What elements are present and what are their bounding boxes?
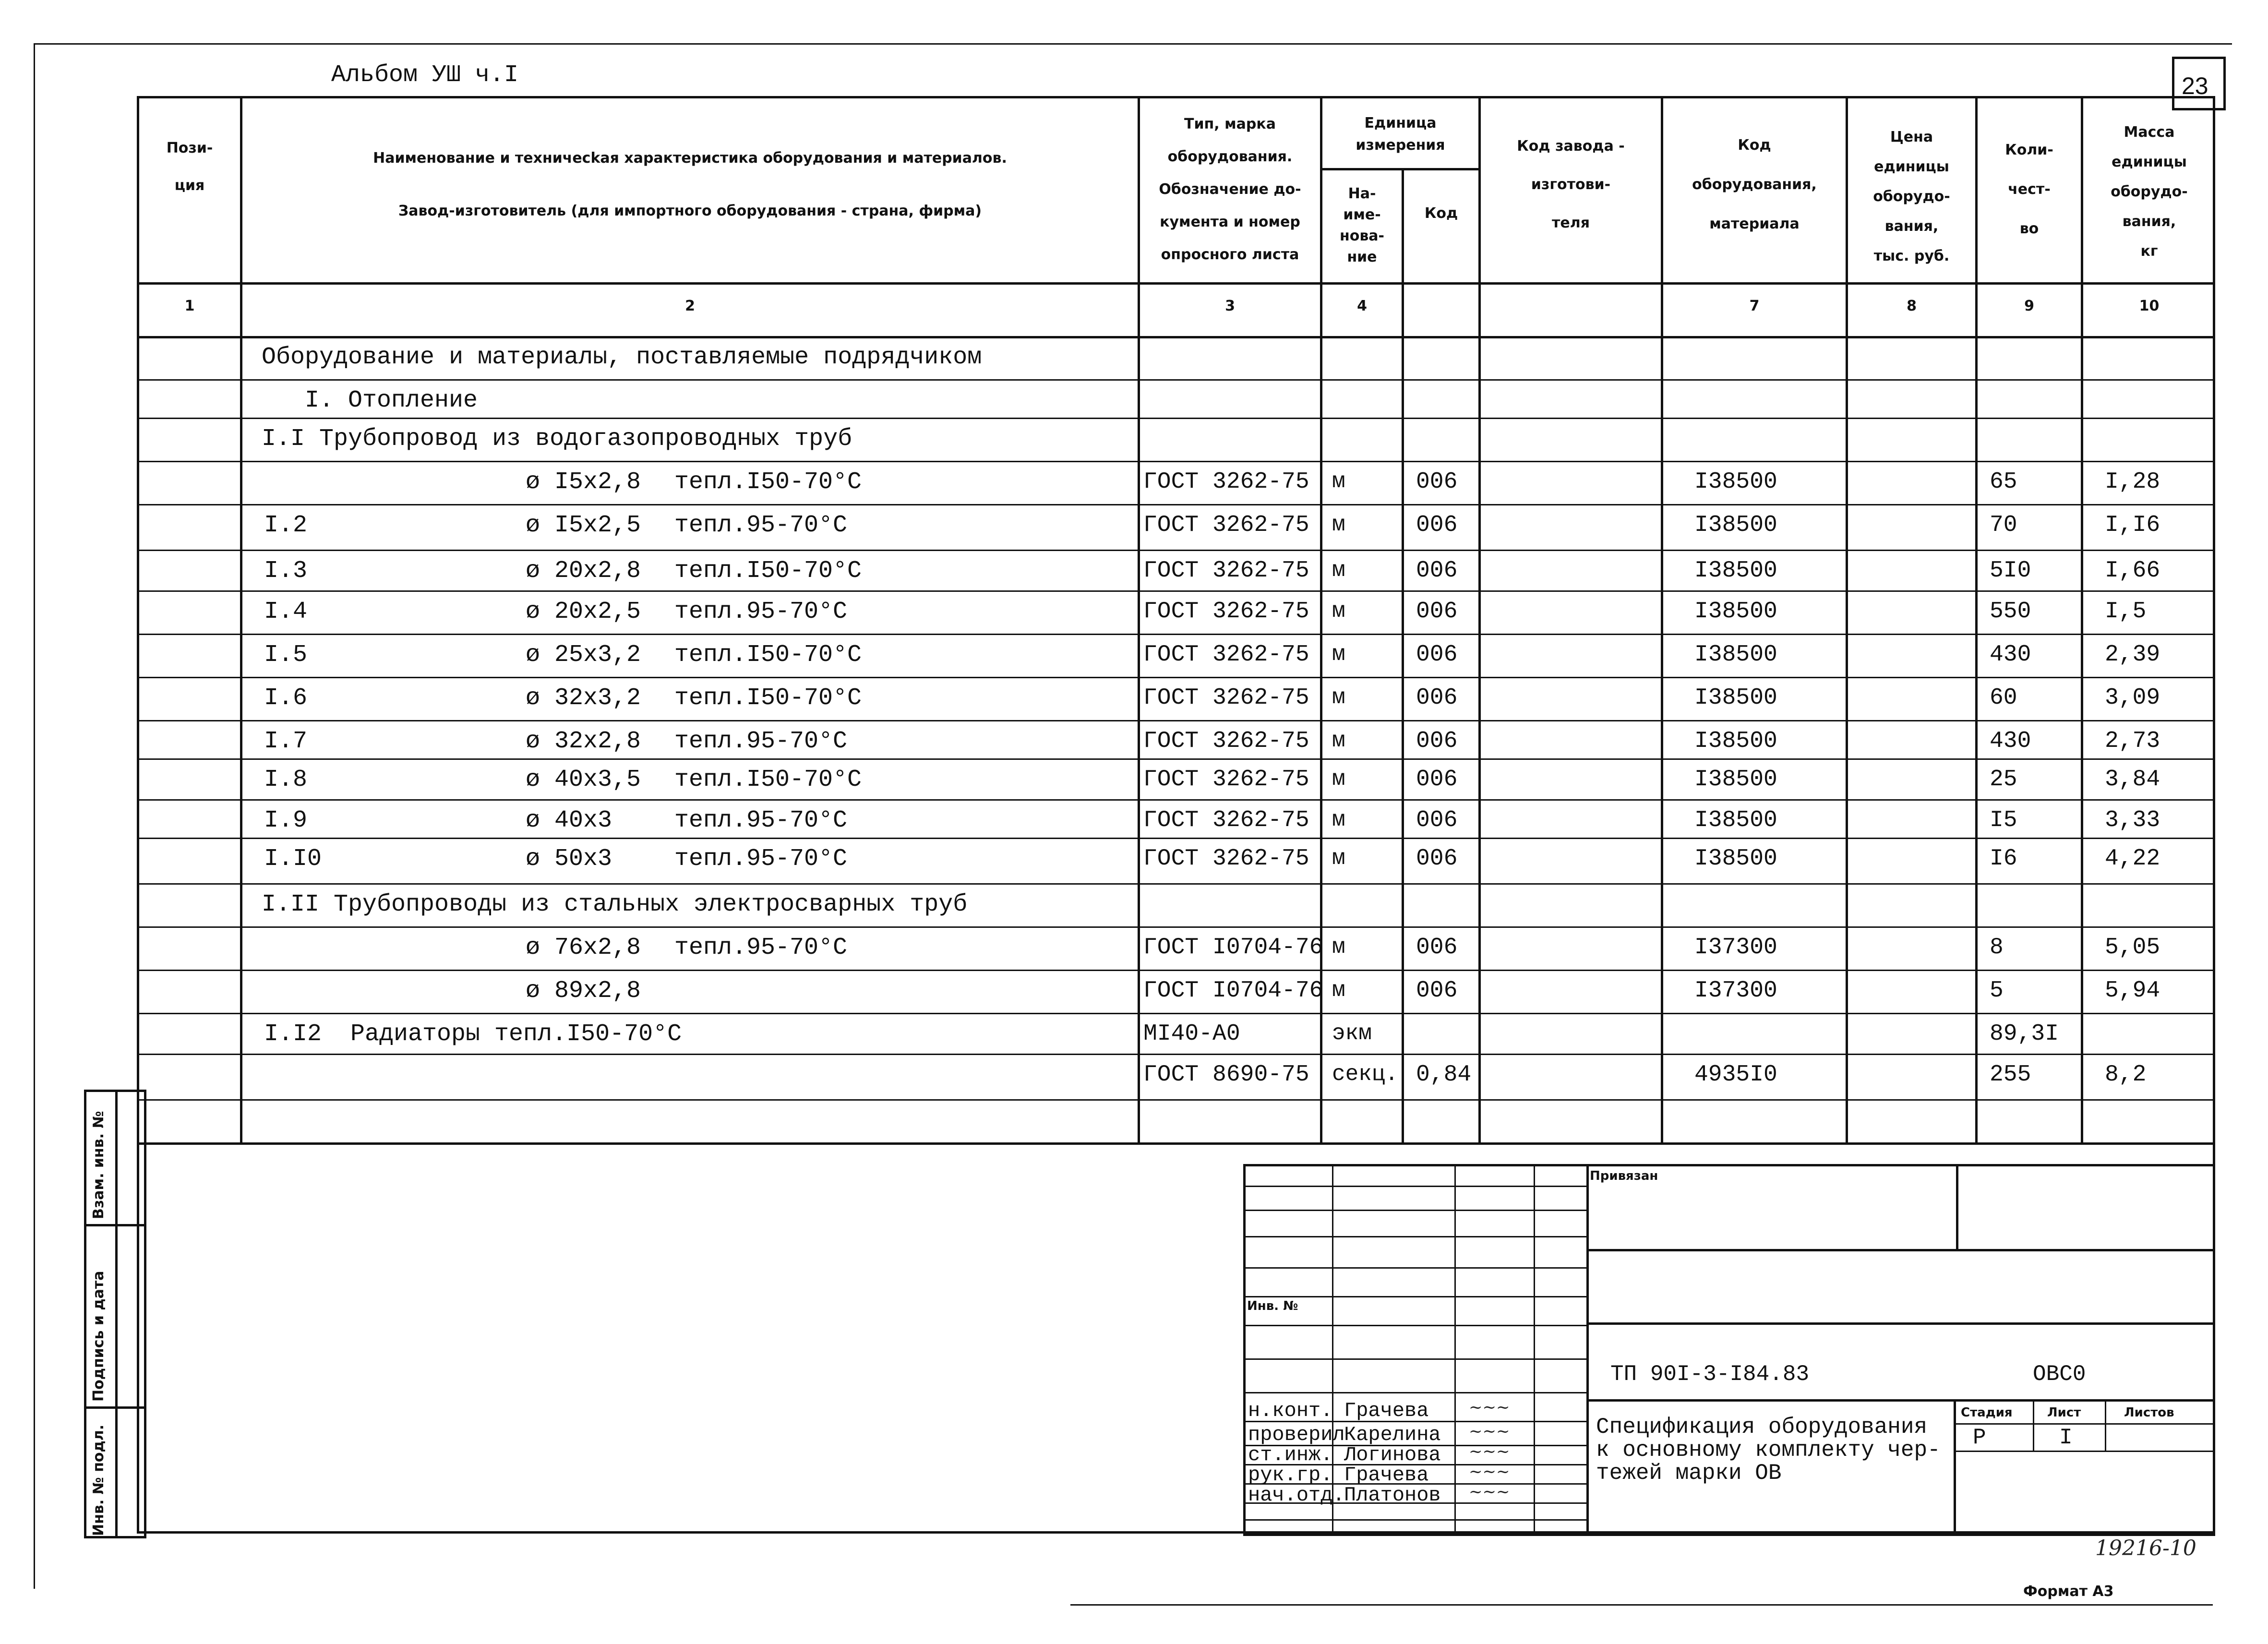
colnum-2: 2 xyxy=(685,298,695,314)
row-code: 006 xyxy=(1416,512,1458,538)
row-unit: экм xyxy=(1332,1021,1372,1046)
format-label: Формат А3 xyxy=(2023,1583,2114,1600)
side-label-podpis: Подпись и дата xyxy=(90,1271,107,1402)
outer-frame-left xyxy=(34,43,35,1589)
row-diameter: ø 40x3 xyxy=(526,807,612,834)
row-line xyxy=(137,720,2215,721)
row-unit: м xyxy=(1332,558,1345,583)
row-pos: I.2 xyxy=(264,512,308,539)
tb-col xyxy=(1534,1164,1535,1536)
header-maker-code: Код завода - изготови- теля xyxy=(1517,138,1625,231)
row-unit: м xyxy=(1332,767,1345,792)
row-qty: 70 xyxy=(1990,512,2017,538)
row-line xyxy=(137,1099,2215,1101)
tb-row-line xyxy=(1243,1325,1586,1326)
archive-number: 19216-10 xyxy=(2095,1536,2196,1560)
row-code: 006 xyxy=(1416,642,1458,668)
row-qty: 550 xyxy=(1990,599,2031,624)
header-qty: Коли- чест- во xyxy=(2005,142,2053,237)
row-qty: 89,3I xyxy=(1990,1021,2059,1047)
row-line xyxy=(137,379,2215,381)
row-line xyxy=(137,461,2215,462)
row-equip-code: I38500 xyxy=(1694,846,1777,872)
row-qty: 65 xyxy=(1990,469,2017,495)
row-spec: тепл.95-70°С xyxy=(674,598,848,625)
row-equip-code: I38500 xyxy=(1694,512,1777,538)
row-code: 006 xyxy=(1416,846,1458,872)
tb-stage-div xyxy=(2033,1399,2034,1452)
row-type: ГОСТ 3262-75 xyxy=(1143,642,1309,668)
row-mass: 8,2 xyxy=(2105,1062,2147,1088)
row-type: ГОСТ 3262-75 xyxy=(1143,807,1309,833)
row-unit: м xyxy=(1332,512,1345,537)
signature: ~∼~ xyxy=(1469,1442,1510,1461)
row-mass: 5,94 xyxy=(2105,978,2160,1004)
row-equip-code: I38500 xyxy=(1694,558,1777,584)
stage-value: Р xyxy=(1973,1425,1986,1450)
side-stamp-divider xyxy=(115,1090,118,1538)
side-label-vzam: Взам. инв. № xyxy=(90,1111,107,1219)
signer-role: ст.инж. xyxy=(1248,1443,1333,1466)
doc-title-3: тежей марки ОВ xyxy=(1596,1461,1782,1486)
doc-title-1: Спецификация оборудования xyxy=(1596,1415,1928,1440)
colnum-9: 9 xyxy=(2024,298,2034,314)
row-mass: I,66 xyxy=(2105,558,2160,584)
row-spec: тепл.95-70°С xyxy=(674,807,848,834)
row-mass: 2,39 xyxy=(2105,642,2160,668)
row-type: ГОСТ 8690-75 xyxy=(1143,1062,1309,1088)
row-pos: I.5 xyxy=(264,641,308,669)
colnum-4: 4 xyxy=(1357,298,1367,314)
row-equip-code: 4935I0 xyxy=(1694,1062,1777,1088)
row-name: I. Отопление xyxy=(305,387,478,414)
signer-name: Грачева xyxy=(1344,1464,1429,1487)
row-line xyxy=(137,970,2215,971)
tb-row-line xyxy=(1243,1236,1586,1237)
col-line xyxy=(1661,96,1663,1142)
col-line xyxy=(1975,96,1978,1142)
row-diameter: ø 20x2,5 xyxy=(526,598,641,625)
colnum-bottom-line xyxy=(137,336,2215,338)
row-unit: м xyxy=(1332,599,1345,624)
row-type: ГОСТ 3262-75 xyxy=(1143,469,1309,495)
row-qty: 5 xyxy=(1990,978,2004,1004)
row-equip-code: I38500 xyxy=(1694,767,1777,792)
row-qty: 430 xyxy=(1990,728,2031,754)
row-diameter: ø 32x3,2 xyxy=(526,684,641,712)
tb-row-line xyxy=(1243,1210,1586,1211)
row-line xyxy=(137,418,2215,419)
row-type: ГОСТ I0704-76 xyxy=(1143,935,1323,960)
row-unit: м xyxy=(1332,469,1345,494)
tb-row-line xyxy=(1243,1186,1586,1187)
row-unit: м xyxy=(1332,846,1345,871)
header-bottom-line xyxy=(137,282,2215,285)
signer-role: н.конт. xyxy=(1248,1399,1333,1422)
tb-row-line xyxy=(1243,1267,1586,1269)
side-stamp-line xyxy=(84,1224,146,1226)
row-line xyxy=(137,838,2215,839)
row-unit: м xyxy=(1332,685,1345,710)
row-name: Оборудование и материалы, поставляемые подрядчиком xyxy=(262,344,982,371)
row-code: 006 xyxy=(1416,767,1458,792)
outer-frame-bottom xyxy=(1070,1604,2213,1606)
row-type: ГОСТ 3262-75 xyxy=(1143,512,1309,538)
header-equip-code: Код оборудования, материала xyxy=(1692,137,1817,232)
header-unit-name: На- име- нова- ние xyxy=(1339,185,1385,265)
row-mass: I,I6 xyxy=(2105,512,2160,538)
row-code: 006 xyxy=(1416,807,1458,833)
tb-col xyxy=(1454,1164,1456,1536)
row-unit: м xyxy=(1332,978,1345,1003)
row-line xyxy=(137,758,2215,760)
page-number: 23 xyxy=(2182,72,2208,99)
row-equip-code: I38500 xyxy=(1694,469,1777,495)
row-qty: 25 xyxy=(1990,767,2017,792)
inv-no-label: Инв. № xyxy=(1247,1299,1298,1313)
row-spec: тепл.I50-70°С xyxy=(674,468,862,496)
row-spec: тепл.I50-70°С xyxy=(674,684,862,712)
row-mass: 3,33 xyxy=(2105,807,2160,833)
row-spec: тепл.95-70°С xyxy=(674,512,848,539)
signer-name: Платонов xyxy=(1344,1484,1441,1507)
row-diameter: ø 50x3 xyxy=(526,845,612,873)
col-line xyxy=(1478,96,1481,1142)
row-mass: I,5 xyxy=(2105,599,2147,624)
row-pos: I.3 xyxy=(264,557,308,585)
row-type: ГОСТ 3262-75 xyxy=(1143,767,1309,792)
tb-row-line xyxy=(1243,1392,1586,1393)
row-line xyxy=(137,634,2215,635)
sheet-label: Лист xyxy=(2047,1405,2081,1420)
row-mass: 3,84 xyxy=(2105,767,2160,792)
row-code: 0,84 xyxy=(1416,1062,1472,1088)
row-name: Радиаторы тепл.I50-70°С xyxy=(350,1020,682,1048)
outer-frame-top xyxy=(34,43,2232,45)
tb-stage-div xyxy=(2105,1399,2106,1452)
signature: ~∼~ xyxy=(1469,1462,1510,1481)
row-qty: I6 xyxy=(1990,846,2017,872)
doc-mark: ОВС0 xyxy=(2033,1362,2086,1387)
row-qty: 255 xyxy=(1990,1062,2031,1088)
row-type: МI40-А0 xyxy=(1143,1021,1240,1047)
row-mass: 5,05 xyxy=(2105,935,2160,960)
row-pos: I.6 xyxy=(264,684,308,712)
row-diameter: ø 76x2,8 xyxy=(526,934,641,961)
tb-line xyxy=(1586,1322,2215,1325)
row-diameter: ø I5x2,5 xyxy=(526,512,641,539)
doc-title-2: к основному комплекту чер- xyxy=(1596,1438,1941,1463)
row-name: I.I Трубопровод из водогазопроводных труб xyxy=(262,425,852,453)
tb-row-line xyxy=(1243,1358,1586,1360)
row-equip-code: I38500 xyxy=(1694,807,1777,833)
signature: ~∼~ xyxy=(1469,1422,1510,1441)
row-qty: 430 xyxy=(1990,642,2031,668)
header-sub-line xyxy=(1320,168,1478,170)
tb-row-line xyxy=(1243,1296,1586,1297)
row-spec: тепл.I50-70°С xyxy=(674,766,862,793)
colnum-8: 8 xyxy=(1907,298,1917,314)
row-qty: 60 xyxy=(1990,685,2017,711)
row-line xyxy=(137,550,2215,551)
row-type: ГОСТ 3262-75 xyxy=(1143,685,1309,711)
row-pos: I.9 xyxy=(264,807,308,834)
row-pos: I.8 xyxy=(264,766,308,793)
col-line xyxy=(240,96,242,1142)
header-name-2: Завод-изготовитель (для импортного оборудования - страна, фирма) xyxy=(398,203,982,219)
privyazan-label: Привязан xyxy=(1590,1169,1658,1183)
row-equip-code: I38500 xyxy=(1694,685,1777,711)
row-unit: м xyxy=(1332,728,1345,753)
row-line xyxy=(137,677,2215,678)
row-line xyxy=(137,883,2215,885)
row-type: ГОСТ 3262-75 xyxy=(1143,599,1309,624)
sheet-value: I xyxy=(2059,1425,2073,1450)
row-equip-code: I38500 xyxy=(1694,728,1777,754)
tb-col-main xyxy=(1586,1164,1589,1536)
row-code: 006 xyxy=(1416,558,1458,584)
row-diameter: ø 25x3,2 xyxy=(526,641,641,669)
row-unit: м xyxy=(1332,642,1345,667)
row-qty: 8 xyxy=(1990,935,2004,960)
row-spec: тепл.I50-70°С xyxy=(674,557,862,585)
row-line xyxy=(137,590,2215,592)
row-diameter: ø I5x2,8 xyxy=(526,468,641,496)
tb-line xyxy=(1586,1399,2215,1402)
header-unit-code: Код xyxy=(1424,205,1458,222)
row-equip-code: I38500 xyxy=(1694,642,1777,668)
side-label-inv: Инв. № подл. xyxy=(90,1424,107,1536)
tb-stage-line xyxy=(1954,1451,2215,1452)
signer-role: нач.отд. xyxy=(1248,1484,1345,1507)
tb-line xyxy=(1586,1249,2215,1251)
row-diameter: ø 89x2,8 xyxy=(526,977,641,1005)
tb-stage-left xyxy=(1954,1399,1956,1536)
row-pos: I.I0 xyxy=(264,845,322,873)
row-mass: I,28 xyxy=(2105,469,2160,495)
signer-role: проверил xyxy=(1248,1423,1345,1446)
colnum-1: 1 xyxy=(184,298,195,314)
row-spec: тепл.95-70°С xyxy=(674,845,848,873)
signer-name: Карелина xyxy=(1344,1423,1441,1446)
row-code: 006 xyxy=(1416,935,1458,960)
row-type: ГОСТ 3262-75 xyxy=(1143,728,1309,754)
row-equip-code: I37300 xyxy=(1694,978,1777,1004)
signer-name: Логинова xyxy=(1344,1443,1441,1466)
row-equip-code: I38500 xyxy=(1694,599,1777,624)
col-line xyxy=(1402,168,1404,1142)
row-mass: 3,09 xyxy=(2105,685,2160,711)
row-unit: м xyxy=(1332,807,1345,832)
row-type: ГОСТ 3262-75 xyxy=(1143,558,1309,584)
row-spec: тепл.95-70°С xyxy=(674,934,848,961)
row-qty: I5 xyxy=(1990,807,2017,833)
tb-priv-divider xyxy=(1956,1164,1958,1250)
row-spec: тепл.95-70°С xyxy=(674,728,848,755)
row-diameter: ø 20x2,8 xyxy=(526,557,641,585)
row-code: 006 xyxy=(1416,599,1458,624)
row-qty: 5I0 xyxy=(1990,558,2031,584)
row-pos: I.4 xyxy=(264,598,308,625)
colnum-3: 3 xyxy=(1225,298,1235,314)
row-mass: 2,73 xyxy=(2105,728,2160,754)
header-pos: Пози- ция xyxy=(166,140,213,194)
row-code: 006 xyxy=(1416,978,1458,1004)
tb-stage-line xyxy=(1954,1423,2215,1425)
header-unit: Единица измерения xyxy=(1356,115,1445,154)
tb-row-line xyxy=(1243,1519,1586,1521)
doc-code: ТП 90I-3-I84.83 xyxy=(1610,1362,1810,1387)
side-stamp-line xyxy=(84,1406,146,1409)
colnum-10: 10 xyxy=(2139,298,2160,314)
stage-label: Стадия xyxy=(1961,1405,2013,1420)
row-code: 006 xyxy=(1416,728,1458,754)
row-line xyxy=(137,1013,2215,1014)
row-name: I.II Трубопроводы из стальных электросварных труб xyxy=(262,891,968,918)
row-code: 006 xyxy=(1416,469,1458,495)
colnum-7: 7 xyxy=(1749,298,1760,314)
signer-name: Грачева xyxy=(1344,1399,1429,1422)
row-line xyxy=(137,1054,2215,1055)
header-mass: Масса единицы оборудо- вания, кг xyxy=(2111,124,2188,260)
table-body-bottom xyxy=(137,1142,2215,1145)
header-name-1: Наименование и техничесkая характеристика оборудования и материалов. xyxy=(373,150,1007,167)
row-pos: I.I2 xyxy=(264,1020,322,1048)
row-spec: тепл.I50-70°С xyxy=(674,641,862,669)
row-diameter: ø 40x3,5 xyxy=(526,766,641,793)
row-line xyxy=(137,799,2215,801)
row-unit: м xyxy=(1332,935,1345,960)
header-price: Цена единицы оборудо- вания, тыс. руб. xyxy=(1873,129,1950,264)
row-line xyxy=(137,504,2215,505)
signature: ~∼~ xyxy=(1469,1482,1510,1501)
row-type: ГОСТ I0704-76 xyxy=(1143,978,1323,1004)
header-type: Тип, марка оборудования. Обозначение до- кумента и номер опросного листа xyxy=(1159,116,1301,263)
sheets-label: Листов xyxy=(2124,1405,2174,1420)
row-type: ГОСТ 3262-75 xyxy=(1143,846,1309,872)
signature: ~∼~ xyxy=(1469,1398,1510,1417)
row-line xyxy=(137,926,2215,928)
signer-role: рук.гр. xyxy=(1248,1464,1333,1487)
row-code: 006 xyxy=(1416,685,1458,711)
album-title: Альбом УШ ч.I xyxy=(331,61,519,89)
row-pos: I.7 xyxy=(264,728,308,755)
row-mass: 4,22 xyxy=(2105,846,2160,872)
row-diameter: ø 32x2,8 xyxy=(526,728,641,755)
row-unit: секц. xyxy=(1332,1062,1399,1087)
row-equip-code: I37300 xyxy=(1694,935,1777,960)
